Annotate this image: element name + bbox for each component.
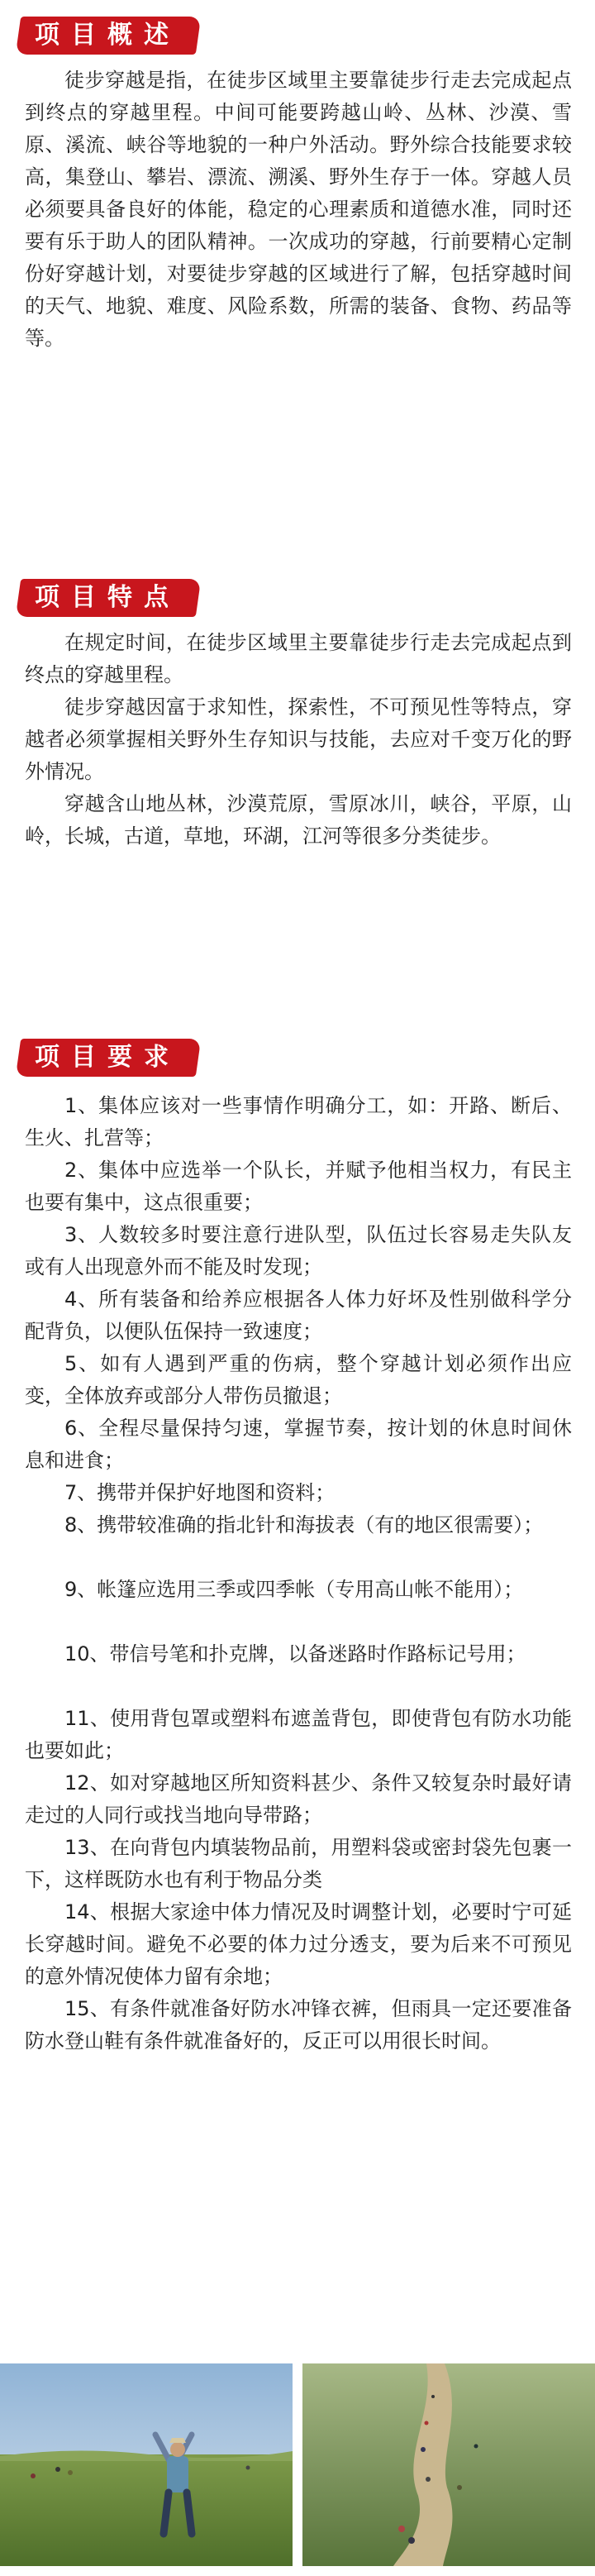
section-heading-badge <box>16 17 201 55</box>
photo-trail-hikers <box>302 2363 595 2566</box>
requirement-item: 12、如对穿越地区所知资料甚少、条件又较复杂时最好请走过的人同行或找当地向导带路； <box>25 1771 572 1827</box>
photo-hiker-grassland-image <box>0 2363 293 2566</box>
requirement-item: 5、如有人遇到严重的伤病，整个穿越计划必须作出应变，全体放弃或部分人带伤员撤退； <box>25 1352 572 1407</box>
paragraph: 在规定时间，在徒步区域里主要靠徒步行走去完成起点到终点的穿越里程。 <box>25 631 572 686</box>
requirement-item: 8、携带较准确的指北针和海拔表（有的地区很需要）； <box>64 1513 544 1537</box>
requirement-item: 15、有条件就准备好防水冲锋衣裤，但雨具一定还要准备防水登山鞋有条件就准备好的，反正可以用很长时间。 <box>25 1997 572 2053</box>
section-heading: 项目要求 <box>35 1043 180 1072</box>
requirement-item: 3、人数较多时要注意行进队型，队伍过长容易走失队友或有人出现意外而不能及时发现； <box>25 1223 572 1278</box>
requirement-item: 10、带信号笔和扑克牌，以备迷路时作路标记号用； <box>64 1642 526 1666</box>
requirement-item: 11、使用背包罩或塑料布遮盖背包，即使背包有防水功能也要如此； <box>25 1707 572 1762</box>
photo-trail-hikers-image <box>302 2363 595 2566</box>
requirement-item: 1、集体应该对一些事情作明确分工，如：开路、断后、生火、扎营等； <box>25 1094 572 1149</box>
requirement-item: 2、集体中应选举一个队长，并赋予他相当权力，有民主也要有集中，这点很重要； <box>25 1159 572 1214</box>
requirement-item: 13、在向背包内填装物品前，用塑料袋或密封袋先包裹一下，这样既防水也有利于物品分类 <box>25 1836 572 1891</box>
requirement-item: 14、根据大家途中体力情况及时调整计划，必要时宁可延长穿越时间。避免不必要的体力过分透支，要为后来不可预见的意外情况使体力留有余地； <box>25 1900 572 1988</box>
section-heading-badge <box>16 1039 201 1077</box>
section-heading-badge <box>16 579 201 617</box>
requirement-item: 7、携带并保护好地图和资料； <box>64 1481 336 1504</box>
photo-hiker-grassland <box>0 2363 293 2566</box>
paragraph: 徒步穿越因富于求知性，探索性，不可预见性等特点，穿越者必须掌握相关野外生存知识与技能，去应对千变万化的野外情况。 <box>25 695 572 783</box>
section-heading: 项目特点 <box>35 583 180 612</box>
paragraph: 徒步穿越是指，在徒步区域里主要靠徒步行走去完成起点到终点的穿越里程。中间可能要跨越山岭、丛林、沙漠、雪原、溪流、峡谷等地貌的一种户外活动。野外综合技能要求较高，集登山、攀岩、漂流、溯溪、野外生存于一体。穿越人员必须要具备良好的体能，稳定的心理素质和道德水准，同时还要有乐于助人的团队精神。一次成功的穿越，行前要精心定制份好穿越计划，对要徒步穿越的区域进行了解，包括穿越时间的天气、地貌、难度、风险系数，所需的装备、食物、药品等等。 <box>25 69 572 350</box>
requirement-item: 6、全程尽量保持匀速，掌握节奏，按计划的休息时间休息和进食； <box>25 1417 572 1472</box>
requirement-item: 4、所有装备和给养应根据各人体力好坏及性别做科学分配背负，以便队伍保持一致速度； <box>25 1288 572 1343</box>
paragraph: 穿越含山地丛林，沙漠荒原，雪原冰川，峡谷，平原，山岭，长城，古道，草地，环湖，江河等很多分类徒步。 <box>25 792 572 848</box>
section-heading: 项目概述 <box>35 21 180 50</box>
requirement-item: 9、帐篷应选用三季或四季帐（专用高山帐不能用）； <box>64 1578 524 1601</box>
